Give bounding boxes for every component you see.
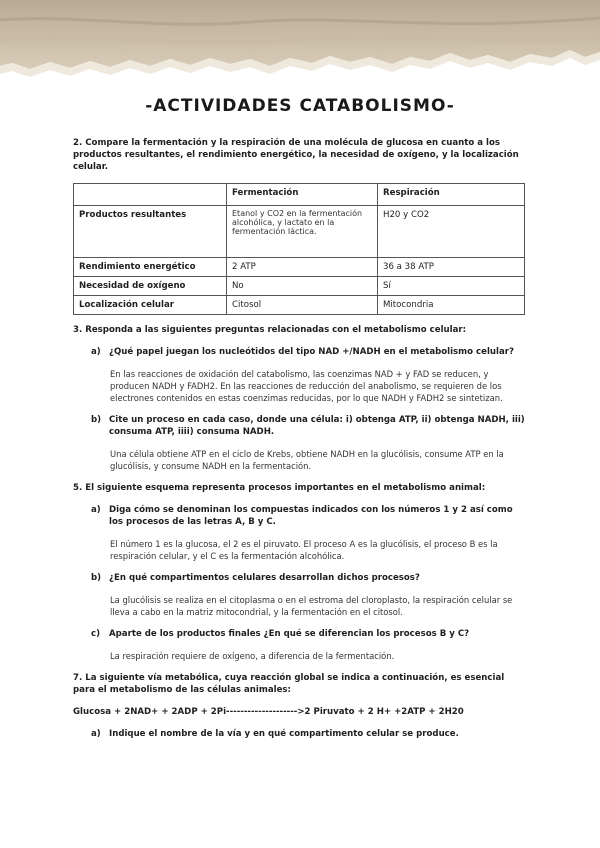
answer-3a: En las reacciones de oxidación del catabolismo, las coenzimas NAD + y FAD se reducen, y producen NADH y FADH2. En las reacciones de reducción del anabolismo, se requieren de los electrones contenidos en estas coenzimas reducidas, por lo que NADH y FADH2 se sintetizan. xyxy=(110,369,503,403)
answer-3b: Una célula obtiene ATP en el ciclo de Krebs, obtiene NADH en la glucólisis, consume ATP en la glucólisis, y consume NADH en la fermentación. xyxy=(110,449,504,471)
question-2: 2. Compare la fermentación y la respiración de una molécula de glucosa en cuanto a los productos resultantes, el rendimiento energético, la necesidad de oxígeno, y la localización celular. xyxy=(73,138,519,172)
table-row xyxy=(74,277,525,296)
answer-5b: La glucólisis se realiza en el citoplasma o en el estroma del cloroplasto, la respiración celular se lleva a cabo en la matriz mitocondrial, y la fermentación en el citosol. xyxy=(110,595,513,617)
question-5a xyxy=(91,504,525,528)
item-label: c) xyxy=(91,629,101,639)
question-5: 5. El siguiente esquema representa procesos importantes en el metabolismo animal: xyxy=(73,483,486,493)
item-label: a) xyxy=(91,347,101,357)
table-row xyxy=(74,258,525,277)
reaction-equation: Glucosa + 2NAD+ + 2ADP + 2Pi-------------------->2 Piruvato + 2 H+ +2ATP + 2H20 xyxy=(73,707,464,717)
answer-5c: La respiración requiere de oxígeno, a diferencia de la fermentación. xyxy=(110,651,395,661)
table-header-row xyxy=(74,184,525,206)
torn-paper-header xyxy=(0,0,600,90)
question-5b xyxy=(91,572,525,584)
item-label: b) xyxy=(91,415,102,425)
answer-5a: El número 1 es la glucosa, el 2 es el piruvato. El proceso A es la glucólisis, el proceso B es la respiración celular, y el C es la fermentación alcohólica. xyxy=(110,539,498,561)
table-header-empty xyxy=(74,184,227,206)
row-label: Productos resultantes xyxy=(74,206,227,258)
table-header-respiracion: Respiración xyxy=(378,184,525,206)
question-3b xyxy=(91,414,525,438)
row-label: Localización celular xyxy=(74,296,227,315)
item-question: ¿En qué compartimentos celulares desarrollan dichos procesos? xyxy=(109,573,420,583)
row-label: Rendimiento energético xyxy=(74,258,227,277)
cell-fermentacion: Etanol y CO2 en la fermentación alcohólica, y lactato en la fermentación láctica. xyxy=(227,206,378,258)
cell-respiracion: Sí xyxy=(378,277,525,296)
cell-respiracion: H20 y CO2 xyxy=(378,206,525,258)
table-row xyxy=(74,206,525,258)
item-question: Indique el nombre de la vía y en qué compartimento celular se produce. xyxy=(109,729,459,739)
document-body xyxy=(73,137,525,750)
cell-fermentacion: 2 ATP xyxy=(227,258,378,277)
question-3a xyxy=(91,346,525,358)
comparison-table xyxy=(73,183,525,315)
question-3: 3. Responda a las siguientes preguntas relacionadas con el metabolismo celular: xyxy=(73,325,467,335)
item-question: ¿Qué papel juegan los nucleótidos del tipo NAD +/NADH en el metabolismo celular? xyxy=(109,347,514,357)
question-5c xyxy=(91,628,525,640)
row-label: Necesidad de oxígeno xyxy=(74,277,227,296)
item-label: a) xyxy=(91,729,101,739)
item-question: Aparte de los productos finales ¿En qué se diferencian los procesos B y C? xyxy=(109,629,470,639)
cell-fermentacion: No xyxy=(227,277,378,296)
question-7a xyxy=(91,728,525,740)
cell-respiracion: Mitocondria xyxy=(378,296,525,315)
cell-fermentacion: Citosol xyxy=(227,296,378,315)
item-label: a) xyxy=(91,505,101,515)
item-question: Diga cómo se denominan los compuestas indicados con los números 1 y 2 así como los procesos de las letras A, B y C. xyxy=(109,505,513,527)
item-label: b) xyxy=(91,573,102,583)
table-header-fermentacion: Fermentación xyxy=(227,184,378,206)
table-row xyxy=(74,296,525,315)
cell-respiracion: 36 a 38 ATP xyxy=(378,258,525,277)
question-7: 7. La siguiente vía metabólica, cuya reacción global se indica a continuación, es esencial para el metabolismo de las células animales: xyxy=(73,673,505,695)
item-question: Cite un proceso en cada caso, donde una célula: i) obtenga ATP, ii) obtenga NADH, iii) consuma ATP, iiii) consuma NADH. xyxy=(109,415,525,437)
page-title: -ACTIVIDADES CATABOLISMO- xyxy=(145,96,455,116)
